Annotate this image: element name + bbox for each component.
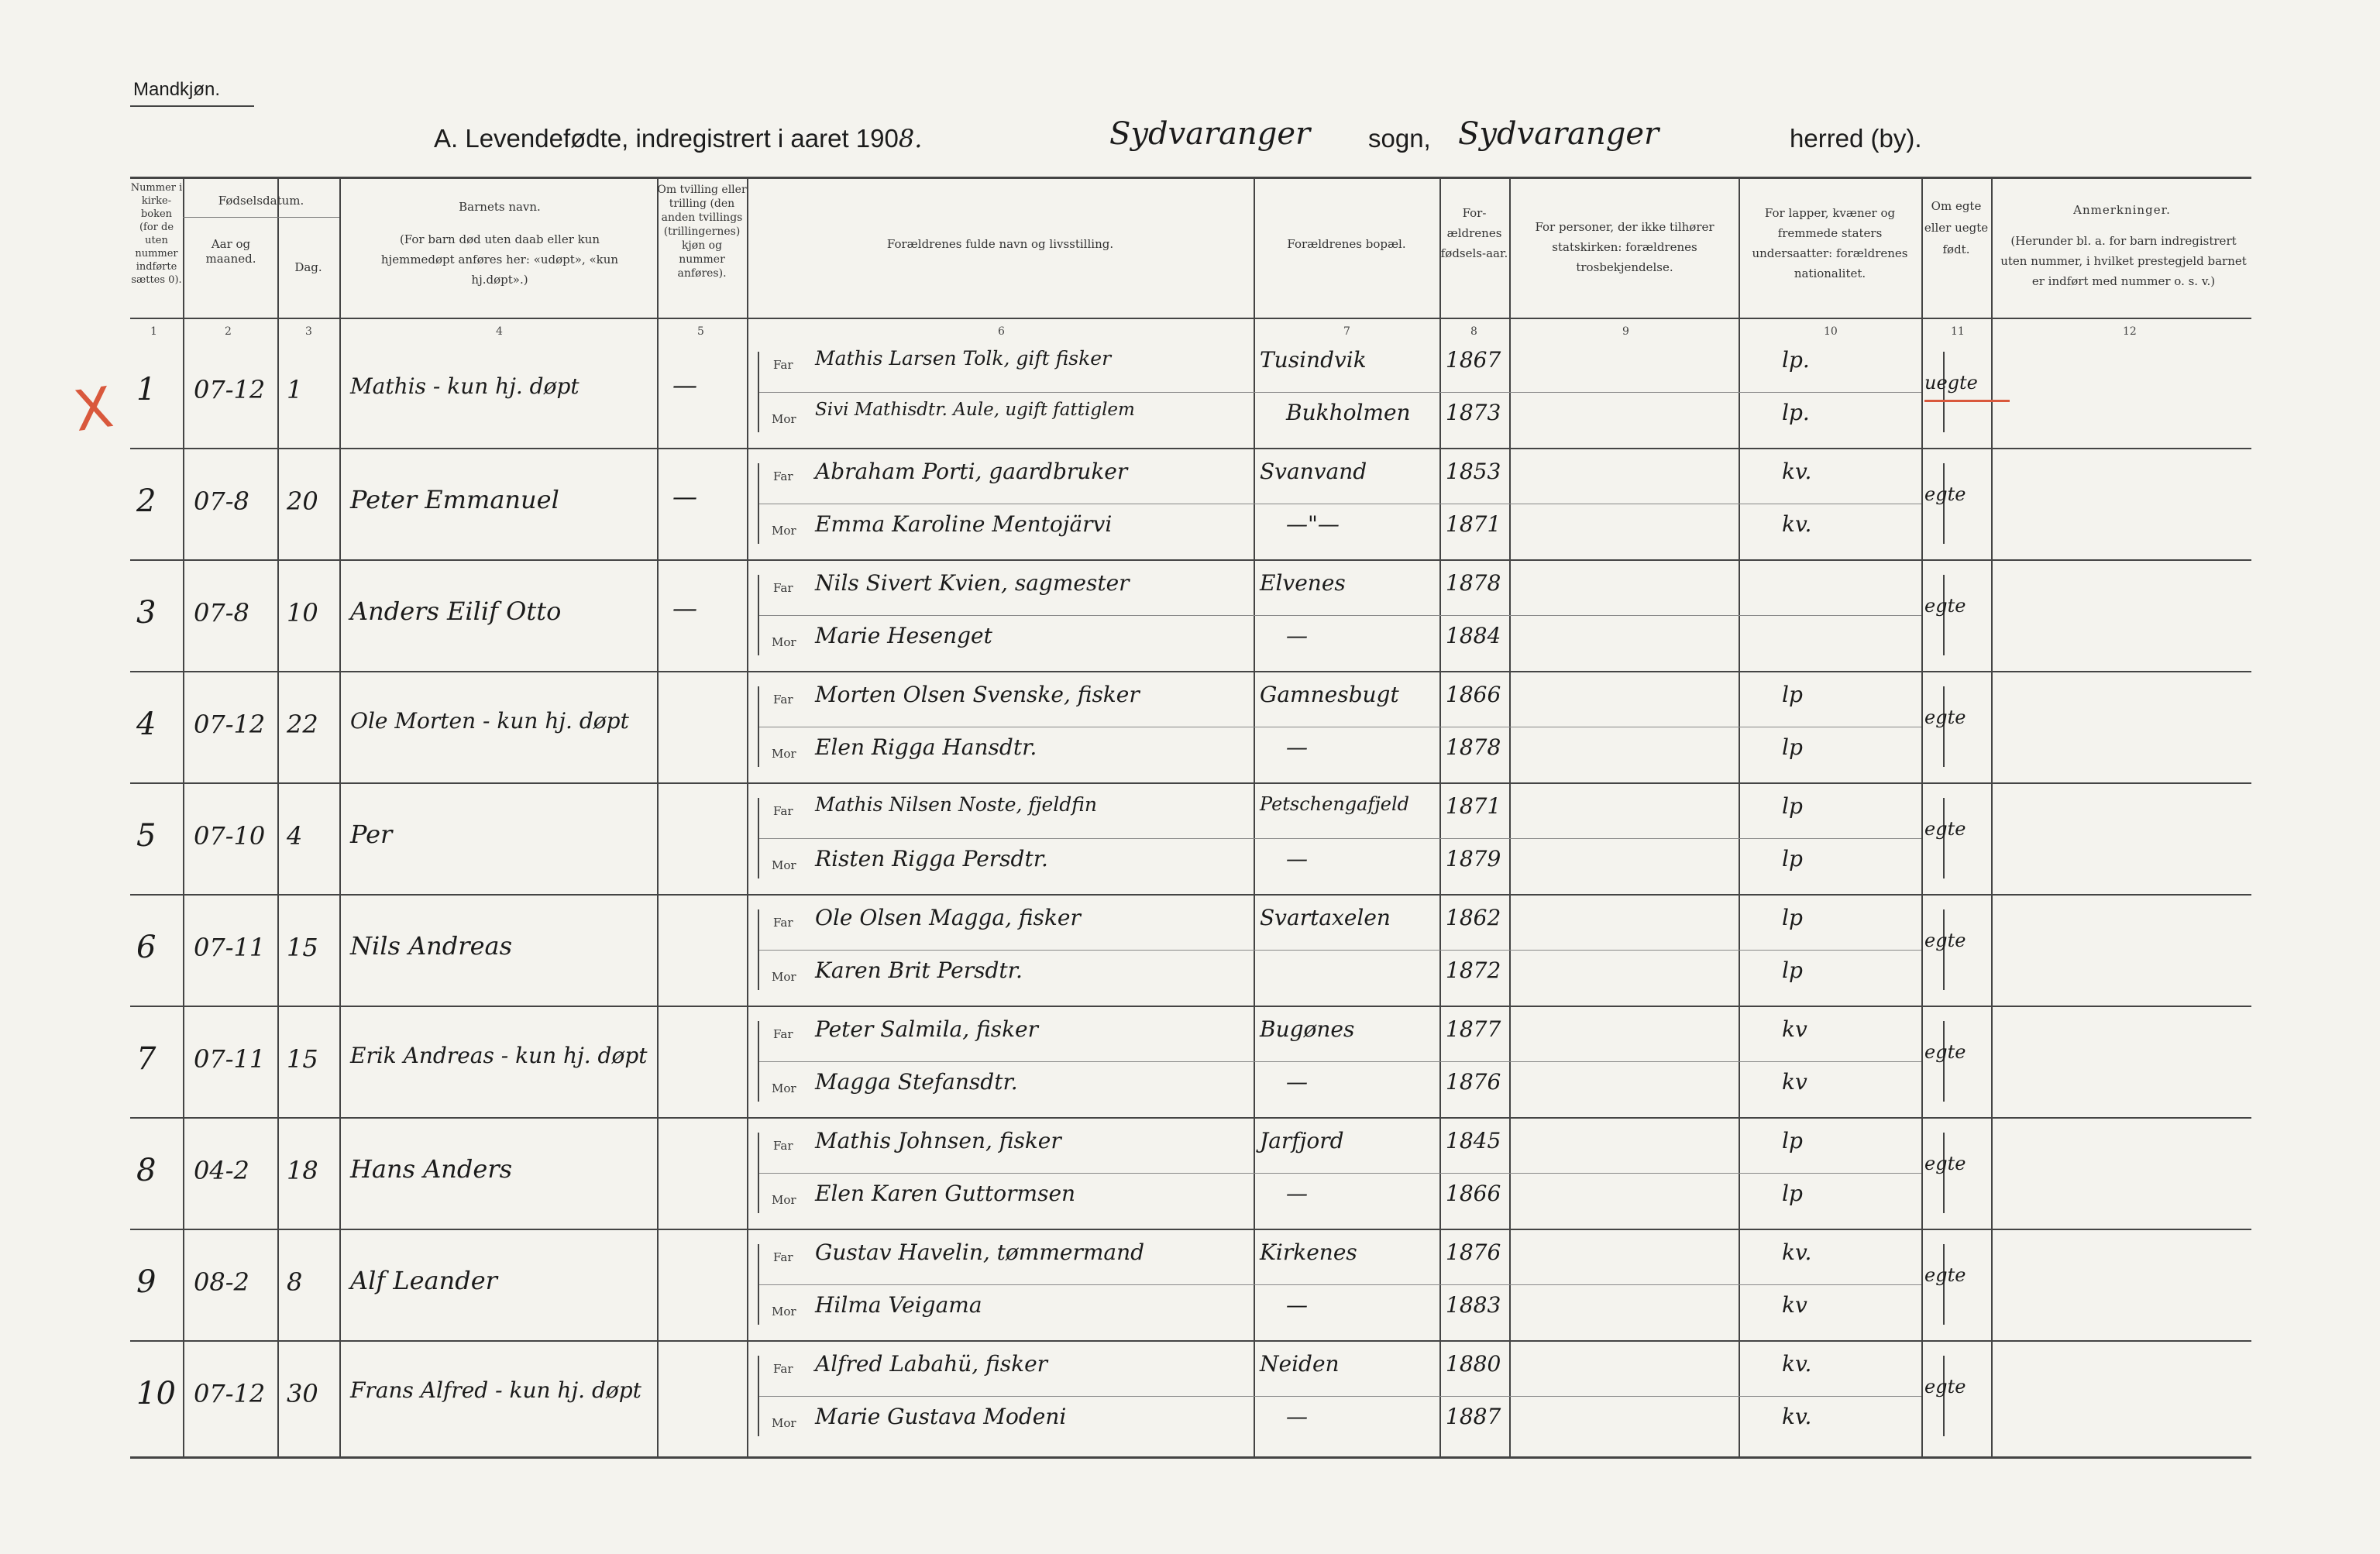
mother-nationality: kv [1782, 1292, 1807, 1318]
header-residence: Forældrenes bopæl. [1287, 237, 1406, 251]
col-line [1991, 177, 1993, 1457]
mother-birth-year: 1872 [1446, 957, 1501, 983]
parent-bracket [758, 686, 759, 767]
entry-number: 10 [136, 1376, 176, 1411]
birth-day: 4 [287, 821, 303, 851]
col-line [1439, 177, 1441, 1457]
column-number: 2 [225, 325, 232, 338]
date-group-rule [183, 217, 339, 218]
legitimacy: uegte [1924, 372, 1978, 394]
entry-number: 6 [136, 930, 156, 965]
birth-year-month: 07-11 [194, 1044, 266, 1074]
far-label: Far [773, 1139, 793, 1153]
father-name: Ole Olsen Magga, fisker [815, 905, 1081, 930]
row-separator [130, 559, 2251, 561]
birth-year-month: 07-12 [194, 1379, 266, 1408]
birth-year-month: 07-8 [194, 486, 249, 516]
parent-divider [759, 1173, 1921, 1174]
father-nationality: lp. [1782, 347, 1810, 373]
gender-underline [130, 105, 254, 107]
entry-number: 1 [136, 372, 156, 407]
birth-day: 20 [287, 486, 318, 516]
mor-label: Mor [772, 412, 796, 426]
column-number: 3 [305, 325, 312, 338]
mother-birth-year: 1873 [1446, 400, 1501, 425]
father-birth-year: 1845 [1446, 1128, 1501, 1153]
father-residence: Svanvand [1260, 459, 1367, 484]
table-top-rule [130, 177, 2251, 179]
father-name: Mathis Larsen Tolk, gift fisker [815, 347, 1112, 370]
parent-divider [759, 615, 1921, 616]
legitimacy: egte [1924, 930, 1966, 951]
father-birth-year: 1876 [1446, 1239, 1501, 1265]
sogn-label: sogn, [1368, 124, 1431, 153]
mother-residence: —"— [1286, 511, 1340, 537]
birth-day: 18 [287, 1156, 318, 1185]
twin-note: — [672, 482, 697, 511]
birth-year-month: 08-2 [194, 1267, 249, 1297]
parent-bracket [758, 352, 759, 432]
row-separator [130, 1340, 2251, 1342]
parent-divider [759, 838, 1921, 839]
mother-name: Sivi Mathisdtr. Aule, ugift fattiglem [815, 400, 1135, 420]
row-separator [130, 782, 2251, 784]
parent-bracket [758, 909, 759, 990]
birth-day: 30 [287, 1379, 318, 1408]
row-separator [130, 894, 2251, 896]
entry-number: 4 [136, 707, 156, 742]
parish-name: Sydvaranger [1109, 116, 1311, 152]
row-separator [130, 448, 2251, 449]
legitimacy: egte [1924, 595, 1966, 617]
child-name: Ole Morten - kun hj. døpt [350, 708, 629, 734]
row-separator [130, 1117, 2251, 1119]
header-remarks: Anmerkninger. [2073, 203, 2171, 217]
entry-number: 3 [136, 595, 156, 631]
twin-note: — [672, 370, 697, 400]
mother-nationality: kv. [1782, 511, 1812, 537]
parent-divider [759, 950, 1921, 951]
parent-bracket [758, 1244, 759, 1325]
legitimacy: egte [1924, 483, 1966, 505]
mor-label: Mor [772, 858, 796, 872]
header-birth-date: Fødselsdatum. [218, 194, 304, 208]
column-number: 5 [697, 325, 704, 338]
child-name: Anders Eilif Otto [350, 597, 562, 626]
father-residence: Petschengafjeld [1260, 793, 1410, 815]
birth-day: 10 [287, 598, 318, 627]
father-birth-year: 1877 [1446, 1016, 1501, 1042]
birth-year-month: 07-11 [194, 933, 266, 962]
table-bottom-rule [130, 1456, 2251, 1459]
col-line [1254, 177, 1255, 1457]
header-twin: Om tvilling eller trilling (den anden tvillings (trillingernes) kjøn og nummer anføres). [657, 184, 747, 280]
entry-number: 8 [136, 1153, 156, 1188]
mother-birth-year: 1871 [1446, 511, 1501, 537]
mother-birth-year: 1887 [1446, 1404, 1501, 1429]
entry-number: 2 [136, 483, 156, 519]
father-nationality: kv. [1782, 1351, 1812, 1377]
father-residence: Svartaxelen [1260, 905, 1391, 930]
parent-divider [759, 1284, 1921, 1285]
birth-day: 1 [287, 375, 303, 404]
mor-label: Mor [772, 524, 796, 538]
parent-bracket [758, 1021, 759, 1102]
header-day: Dag. [294, 260, 322, 274]
parent-divider [759, 1396, 1921, 1397]
far-label: Far [773, 916, 793, 930]
mother-residence: — [1286, 1292, 1308, 1318]
father-birth-year: 1878 [1446, 570, 1501, 596]
father-residence: Tusindvik [1260, 347, 1367, 373]
child-name: Erik Andreas - kun hj. døpt [350, 1043, 648, 1068]
child-name: Mathis - kun hj. døpt [350, 373, 580, 399]
col-line [277, 177, 279, 1457]
mor-label: Mor [772, 1081, 796, 1095]
herred-name: Sydvaranger [1458, 116, 1659, 152]
far-label: Far [773, 693, 793, 707]
parent-bracket [758, 463, 759, 544]
legitimacy: egte [1924, 1264, 1966, 1286]
column-number: 1 [150, 325, 157, 338]
mother-nationality: lp. [1782, 400, 1810, 425]
entry-number: 5 [136, 818, 156, 854]
mother-residence: — [1286, 1181, 1308, 1206]
column-number: 12 [2123, 325, 2137, 338]
twin-note: — [672, 593, 697, 623]
legitimacy: egte [1924, 1041, 1966, 1063]
father-birth-year: 1880 [1446, 1351, 1501, 1377]
row-separator [130, 671, 2251, 672]
header-entry-number: Nummer i kirke-boken (for de uten nummer indførte sættes 0). [130, 182, 183, 286]
mor-label: Mor [772, 970, 796, 984]
mor-label: Mor [772, 1305, 796, 1318]
title-year: 8. [898, 124, 923, 153]
parent-divider [759, 1061, 1921, 1062]
birth-day: 22 [287, 710, 318, 739]
mother-residence: — [1286, 1404, 1308, 1429]
legitimacy: egte [1924, 1153, 1966, 1174]
father-nationality: lp [1782, 1128, 1803, 1153]
legitimacy: egte [1924, 1376, 1966, 1398]
row-separator [130, 1229, 2251, 1230]
child-name: Peter Emmanuel [350, 485, 559, 514]
child-name: Alf Leander [350, 1266, 497, 1295]
birth-year-month: 07-10 [194, 821, 266, 851]
father-residence: Bugønes [1260, 1016, 1355, 1042]
far-label: Far [773, 1362, 793, 1376]
legitimacy: egte [1924, 707, 1966, 728]
father-nationality: kv [1782, 1016, 1807, 1042]
father-birth-year: 1862 [1446, 905, 1501, 930]
father-name: Mathis Johnsen, fisker [815, 1128, 1061, 1153]
column-number: 7 [1343, 325, 1350, 338]
father-name: Alfred Labahü, fisker [815, 1351, 1048, 1377]
herred-label: herred (by). [1790, 124, 1922, 153]
mother-name: Karen Brit Persdtr. [815, 957, 1023, 983]
mother-name: Risten Rigga Persdtr. [815, 846, 1048, 872]
header-nationality: For lapper, kvæner og fremmede staters undersaatter: forældrenes nationalitet. [1752, 206, 1908, 280]
mother-name: Marie Gustava Modeni [815, 1404, 1067, 1429]
mother-nationality: lp [1782, 957, 1803, 983]
mother-birth-year: 1883 [1446, 1292, 1501, 1318]
mother-residence: — [1286, 623, 1308, 648]
parent-divider [759, 392, 1921, 393]
parent-bracket [758, 575, 759, 655]
header-birth-year: For-ældrenes fødsels-aar. [1440, 206, 1508, 260]
mother-residence: — [1286, 734, 1308, 760]
mother-residence: — [1286, 846, 1308, 872]
mor-label: Mor [772, 1193, 796, 1207]
father-birth-year: 1866 [1446, 682, 1501, 707]
header-child-name: Barnets navn. [459, 200, 541, 214]
header-faith: For personer, der ikke tilhører statskirken: forældrenes trosbekjendelse. [1535, 220, 1714, 274]
mother-name: Hilma Veigama [815, 1292, 982, 1318]
mother-birth-year: 1878 [1446, 734, 1501, 760]
mother-residence: Bukholmen [1286, 400, 1411, 425]
father-nationality: lp [1782, 682, 1803, 707]
mother-birth-year: 1879 [1446, 846, 1501, 872]
birth-year-month: 07-8 [194, 598, 249, 627]
far-label: Far [773, 358, 793, 372]
mother-name: Emma Karoline Mentojärvi [815, 511, 1113, 537]
column-number: 11 [1951, 325, 1965, 338]
far-label: Far [773, 1250, 793, 1264]
father-birth-year: 1867 [1446, 347, 1501, 373]
father-residence: Neiden [1260, 1351, 1340, 1377]
col-line [183, 177, 184, 1457]
column-number: 4 [496, 325, 503, 338]
birth-year-month: 04-2 [194, 1156, 249, 1185]
father-residence: Kirkenes [1260, 1239, 1357, 1265]
mother-nationality: lp [1782, 846, 1803, 872]
column-number: 6 [998, 325, 1005, 338]
far-label: Far [773, 581, 793, 595]
mor-label: Mor [772, 1416, 796, 1430]
row-separator [130, 1006, 2251, 1007]
parent-bracket [758, 1356, 759, 1436]
col-line [1921, 177, 1923, 1457]
child-name: Hans Anders [350, 1154, 513, 1184]
far-label: Far [773, 469, 793, 483]
page-title [434, 124, 922, 153]
col-line [1739, 177, 1740, 1457]
header-legitimacy: Om egte eller uegte født. [1924, 199, 1989, 256]
column-number: 10 [1824, 325, 1838, 338]
birth-year-month: 07-12 [194, 710, 266, 739]
column-number: 9 [1622, 325, 1629, 338]
entry-number: 7 [136, 1041, 156, 1077]
mother-name: Elen Rigga Hansdtr. [815, 734, 1037, 760]
father-nationality: kv. [1782, 1239, 1812, 1265]
parent-bracket [758, 798, 759, 878]
child-name: Per [350, 820, 393, 849]
mother-nationality: kv. [1782, 1404, 1812, 1429]
father-residence: Elvenes [1260, 570, 1346, 596]
gender-label: Mandkjøn. [133, 79, 221, 100]
title-prefix: A. Levendefødte, indregistrert i aaret 190 [434, 124, 899, 153]
birth-day: 15 [287, 1044, 318, 1074]
mother-birth-year: 1866 [1446, 1181, 1501, 1206]
entry-number: 9 [136, 1264, 156, 1300]
mother-birth-year: 1884 [1446, 623, 1501, 648]
far-label: Far [773, 804, 793, 818]
father-name: Gustav Havelin, tømmermand [815, 1239, 1145, 1265]
birth-day: 8 [287, 1267, 303, 1297]
mother-birth-year: 1876 [1446, 1069, 1501, 1095]
mother-residence: — [1286, 1069, 1308, 1095]
legitimacy: egte [1924, 818, 1966, 840]
father-birth-year: 1871 [1446, 793, 1501, 819]
header-bottom-rule [130, 318, 2251, 319]
header-year-month: Aar og maaned. [205, 237, 256, 266]
birth-day: 15 [287, 933, 318, 962]
father-birth-year: 1853 [1446, 459, 1501, 484]
father-residence: Gamnesbugt [1260, 682, 1399, 707]
header-parents: Forældrenes fulde navn og livsstilling. [886, 237, 1114, 251]
father-nationality: kv. [1782, 459, 1812, 484]
father-name: Nils Sivert Kvien, sagmester [815, 570, 1130, 596]
col-line [1509, 177, 1511, 1457]
margin-mark: X [70, 373, 117, 445]
mother-name: Elen Karen Guttormsen [815, 1181, 1076, 1206]
mother-name: Magga Stefansdtr. [815, 1069, 1018, 1095]
red-underline [1924, 400, 2010, 402]
father-nationality: lp [1782, 905, 1803, 930]
parent-bracket [758, 1133, 759, 1213]
mother-nationality: lp [1782, 734, 1803, 760]
mor-label: Mor [772, 747, 796, 761]
mother-nationality: kv [1782, 1069, 1807, 1095]
col-line [747, 177, 748, 1457]
father-name: Abraham Porti, gaardbruker [815, 459, 1128, 484]
mor-label: Mor [772, 635, 796, 649]
header-child-name-note: (For barn død uten daab eller kun hjemmedøpt anføres her: «udøpt», «kun hj.døpt».) [380, 232, 619, 287]
birth-year-month: 07-12 [194, 375, 266, 404]
child-name: Frans Alfred - kun hj. døpt [350, 1377, 641, 1403]
column-number: 8 [1470, 325, 1477, 338]
mother-name: Marie Hesenget [815, 623, 992, 648]
header-remarks-note: (Herunder bl. a. for barn indregistrert uten nummer, i hvilket prestegjeld barnet er indført med nummer o. s. v.) [2000, 234, 2247, 288]
father-name: Morten Olsen Svenske, fisker [815, 682, 1140, 707]
far-label: Far [773, 1027, 793, 1041]
father-residence: Jarfjord [1260, 1128, 1344, 1153]
father-name: Mathis Nilsen Noste, fjeldfin [815, 793, 1098, 816]
father-nationality: lp [1782, 793, 1803, 819]
mother-nationality: lp [1782, 1181, 1803, 1206]
col-line [339, 177, 341, 1457]
father-name: Peter Salmila, fisker [815, 1016, 1039, 1042]
child-name: Nils Andreas [350, 931, 512, 961]
col-line [657, 177, 659, 1457]
